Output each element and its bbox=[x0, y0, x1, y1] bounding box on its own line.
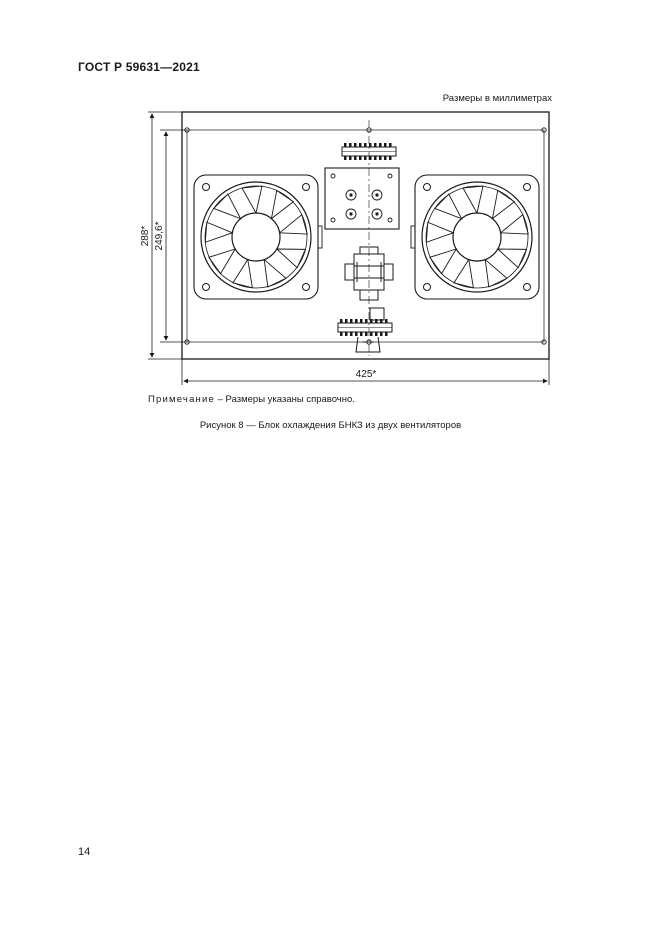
dimension-label-width-total: 425* bbox=[355, 369, 377, 380]
plate-inner-outline bbox=[187, 130, 544, 342]
figure-note bbox=[148, 394, 355, 405]
note-label: Примечание bbox=[148, 394, 215, 405]
fan-right bbox=[415, 175, 539, 299]
units-note: Размеры в миллиметрах bbox=[442, 93, 552, 104]
figure-caption: Рисунок 8 — Блок охлаждения БНКЗ из двух вентиляторов bbox=[199, 420, 462, 431]
document-standard-title: ГОСТ Р 59631—2021 bbox=[78, 60, 200, 74]
fan-left bbox=[194, 175, 318, 299]
terminal-block-top bbox=[342, 143, 396, 160]
dimension-label-height-total: 288* bbox=[140, 225, 151, 247]
note-text: – Размеры указаны справочно. bbox=[215, 394, 355, 405]
terminal-block-bottom bbox=[338, 319, 392, 336]
page-number: 14 bbox=[78, 846, 91, 858]
dimension-label-height-inner: 249,6* bbox=[154, 221, 165, 251]
cooling-unit-drawing bbox=[0, 0, 661, 400]
